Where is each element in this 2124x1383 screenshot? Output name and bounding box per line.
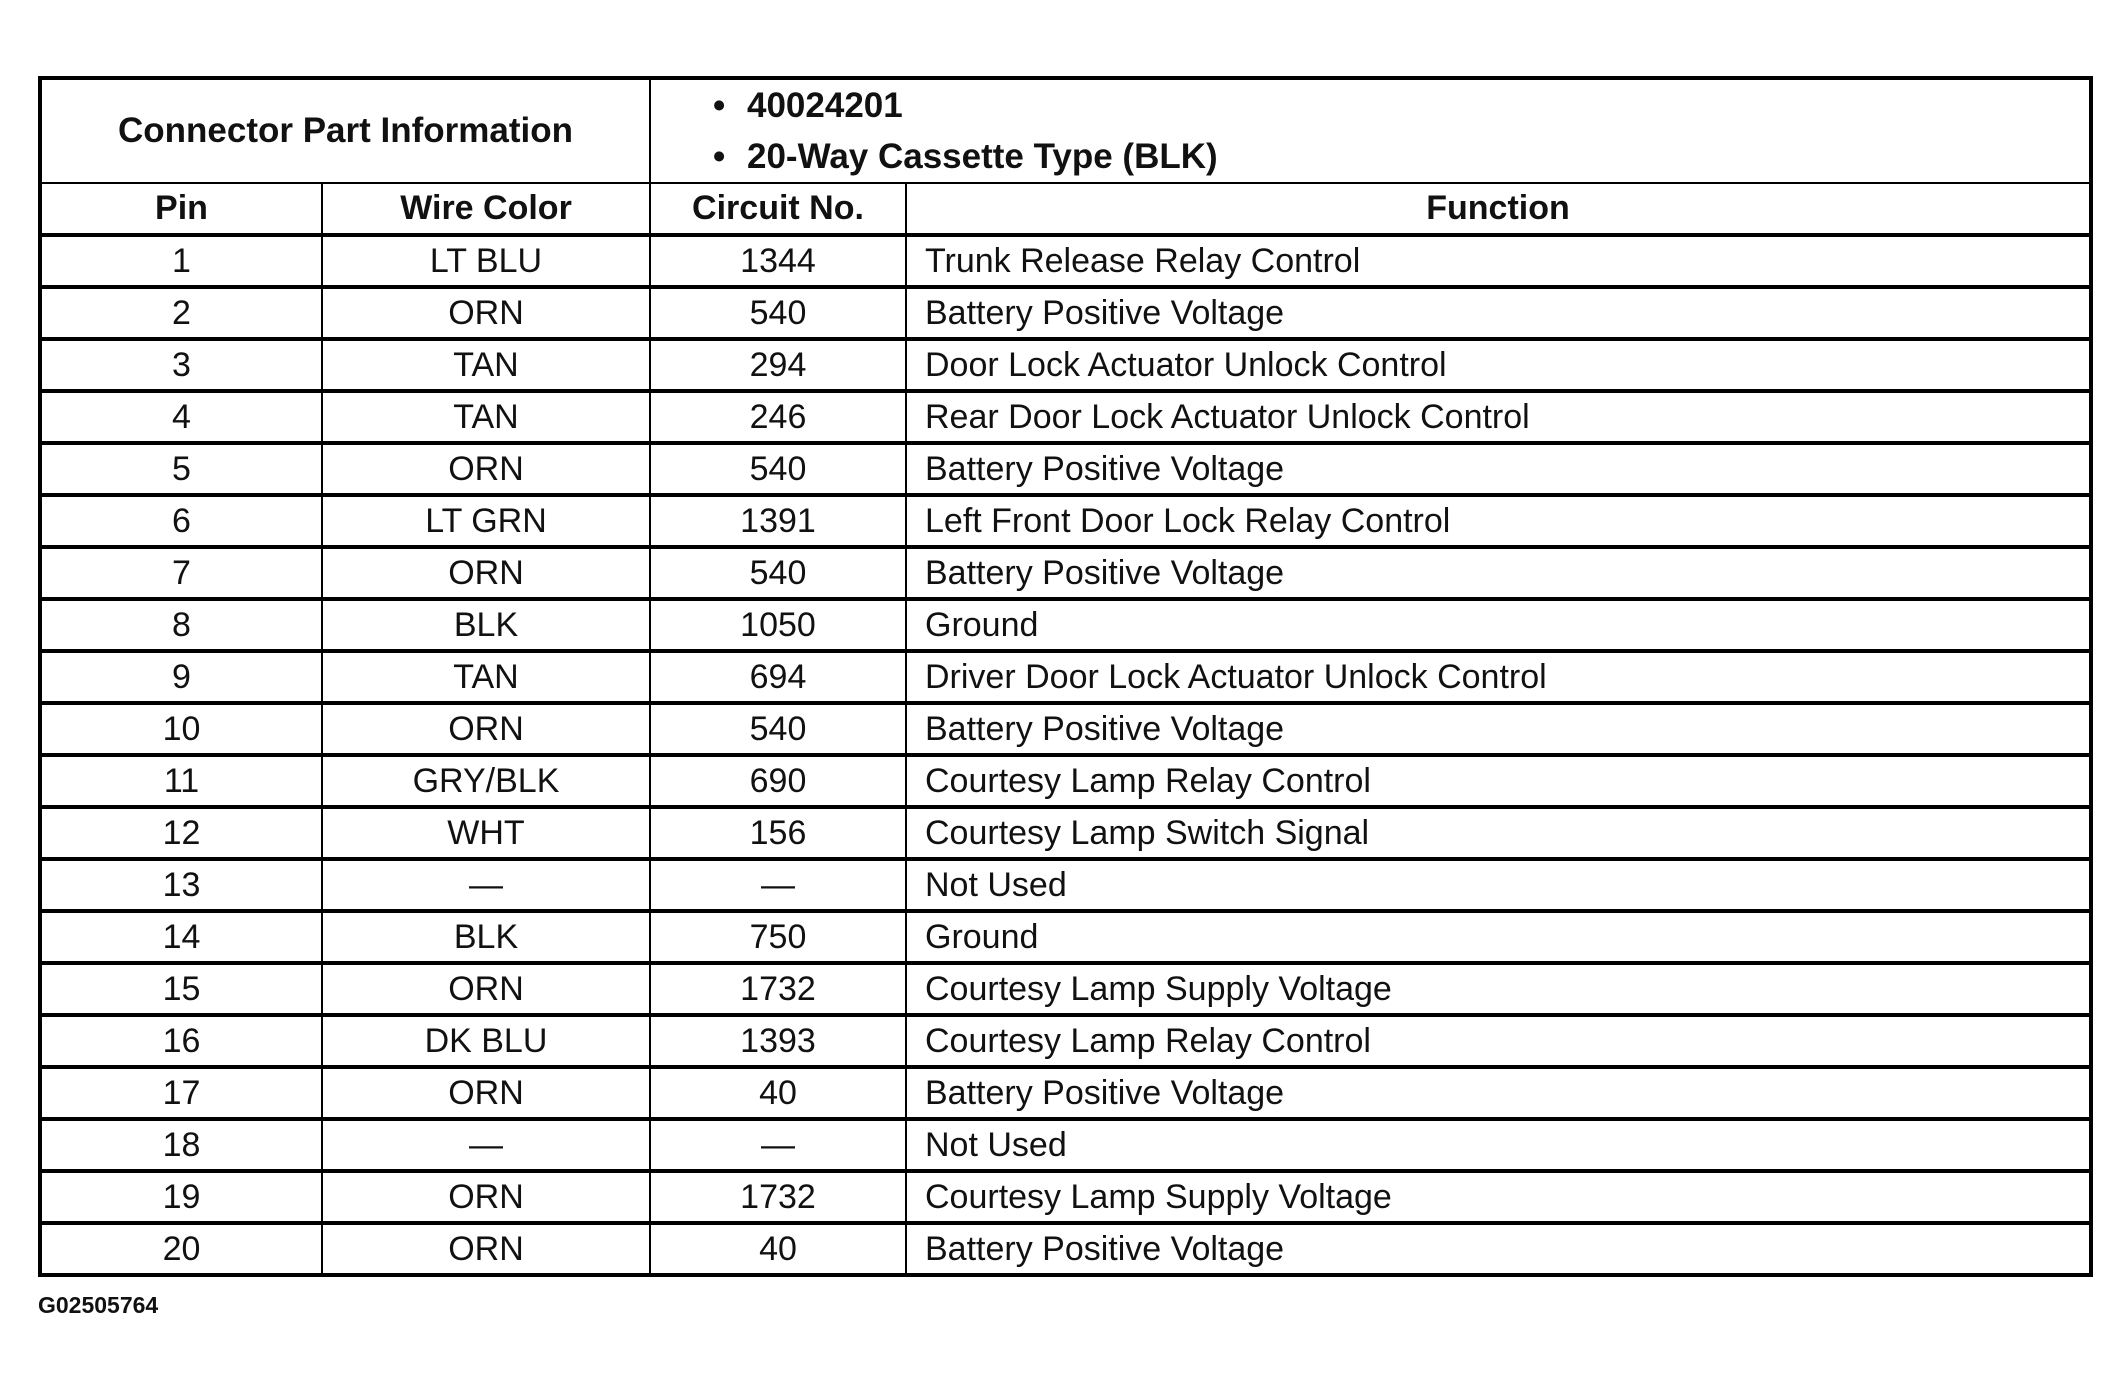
circuit-cell: — bbox=[650, 859, 906, 911]
circuit-cell: 40 bbox=[650, 1067, 906, 1119]
column-header-function: Function bbox=[906, 183, 2091, 235]
wire-color-cell: ORN bbox=[322, 287, 650, 339]
function-cell: Door Lock Actuator Unlock Control bbox=[906, 339, 2091, 391]
pin-cell: 18 bbox=[40, 1119, 322, 1171]
circuit-cell: 540 bbox=[650, 287, 906, 339]
wire-color-cell: LT BLU bbox=[322, 235, 650, 287]
table-row bbox=[40, 1067, 2091, 1119]
table-row bbox=[40, 651, 2091, 703]
wire-color-cell: ORN bbox=[322, 547, 650, 599]
circuit-cell: 156 bbox=[650, 807, 906, 859]
column-header-wire-color: Wire Color bbox=[322, 183, 650, 235]
table-row bbox=[40, 495, 2091, 547]
circuit-cell: 40 bbox=[650, 1223, 906, 1275]
bullet-icon: • bbox=[713, 137, 726, 176]
pin-cell: 11 bbox=[40, 755, 322, 807]
function-cell: Not Used bbox=[906, 859, 2091, 911]
pin-cell: 13 bbox=[40, 859, 322, 911]
figure-id: G02505764 bbox=[38, 1292, 159, 1318]
circuit-cell: 1391 bbox=[650, 495, 906, 547]
circuit-cell: 540 bbox=[650, 547, 906, 599]
pin-cell: 5 bbox=[40, 443, 322, 495]
wire-color-cell: WHT bbox=[322, 807, 650, 859]
table-row bbox=[40, 703, 2091, 755]
wire-color-cell: ORN bbox=[322, 1171, 650, 1223]
wire-color-cell: ORN bbox=[322, 443, 650, 495]
part-number-item bbox=[713, 80, 2089, 131]
part-number: 40024201 bbox=[747, 86, 903, 125]
connector-pinout-table bbox=[38, 76, 2093, 1277]
table-row bbox=[40, 1171, 2091, 1223]
pin-cell: 15 bbox=[40, 963, 322, 1015]
connector-type: 20-Way Cassette Type (BLK) bbox=[747, 137, 1218, 176]
circuit-cell: 294 bbox=[650, 339, 906, 391]
wire-color-cell: TAN bbox=[322, 391, 650, 443]
circuit-cell: 1732 bbox=[650, 1171, 906, 1223]
table-row bbox=[40, 807, 2091, 859]
table-row bbox=[40, 911, 2091, 963]
circuit-cell: 1393 bbox=[650, 1015, 906, 1067]
function-cell: Not Used bbox=[906, 1119, 2091, 1171]
wire-color-cell: TAN bbox=[322, 651, 650, 703]
function-cell: Ground bbox=[906, 599, 2091, 651]
wire-color-cell: ORN bbox=[322, 963, 650, 1015]
function-cell: Battery Positive Voltage bbox=[906, 547, 2091, 599]
pin-cell: 16 bbox=[40, 1015, 322, 1067]
table-row bbox=[40, 547, 2091, 599]
wire-color-cell: ORN bbox=[322, 703, 650, 755]
function-cell: Battery Positive Voltage bbox=[906, 287, 2091, 339]
column-header-pin: Pin bbox=[40, 183, 322, 235]
circuit-cell: 246 bbox=[650, 391, 906, 443]
function-cell: Ground bbox=[906, 911, 2091, 963]
function-cell: Courtesy Lamp Supply Voltage bbox=[906, 1171, 2091, 1223]
function-cell: Left Front Door Lock Relay Control bbox=[906, 495, 2091, 547]
pin-cell: 4 bbox=[40, 391, 322, 443]
connector-part-info-row bbox=[40, 78, 2091, 183]
connector-type-item bbox=[713, 131, 2089, 182]
table-row bbox=[40, 859, 2091, 911]
pin-rows bbox=[40, 235, 2091, 1275]
pin-cell: 6 bbox=[40, 495, 322, 547]
column-header-circuit: Circuit No. bbox=[650, 183, 906, 235]
pin-cell: 3 bbox=[40, 339, 322, 391]
function-cell: Battery Positive Voltage bbox=[906, 1223, 2091, 1275]
wire-color-cell: TAN bbox=[322, 339, 650, 391]
table-row bbox=[40, 1015, 2091, 1067]
circuit-cell: — bbox=[650, 1119, 906, 1171]
pin-cell: 14 bbox=[40, 911, 322, 963]
circuit-cell: 1344 bbox=[650, 235, 906, 287]
table-row bbox=[40, 599, 2091, 651]
circuit-cell: 1050 bbox=[650, 599, 906, 651]
function-cell: Battery Positive Voltage bbox=[906, 1067, 2091, 1119]
circuit-cell: 1732 bbox=[650, 963, 906, 1015]
function-cell: Trunk Release Relay Control bbox=[906, 235, 2091, 287]
circuit-cell: 540 bbox=[650, 443, 906, 495]
function-cell: Courtesy Lamp Supply Voltage bbox=[906, 963, 2091, 1015]
connector-part-info-list bbox=[713, 80, 2089, 182]
wire-color-cell: DK BLU bbox=[322, 1015, 650, 1067]
table-row bbox=[40, 963, 2091, 1015]
pin-cell: 12 bbox=[40, 807, 322, 859]
wire-color-cell: ORN bbox=[322, 1067, 650, 1119]
circuit-cell: 694 bbox=[650, 651, 906, 703]
table-row bbox=[40, 1119, 2091, 1171]
wire-color-cell: ORN bbox=[322, 1223, 650, 1275]
wire-color-cell: LT GRN bbox=[322, 495, 650, 547]
pin-cell: 1 bbox=[40, 235, 322, 287]
function-cell: Courtesy Lamp Relay Control bbox=[906, 755, 2091, 807]
function-cell: Battery Positive Voltage bbox=[906, 703, 2091, 755]
function-cell: Rear Door Lock Actuator Unlock Control bbox=[906, 391, 2091, 443]
column-header-row bbox=[40, 183, 2091, 235]
connector-part-info-values bbox=[650, 78, 2091, 183]
table-row bbox=[40, 443, 2091, 495]
bullet-icon: • bbox=[713, 86, 726, 125]
pin-cell: 10 bbox=[40, 703, 322, 755]
wire-color-cell: — bbox=[322, 859, 650, 911]
circuit-cell: 750 bbox=[650, 911, 906, 963]
function-cell: Courtesy Lamp Relay Control bbox=[906, 1015, 2091, 1067]
table-row bbox=[40, 235, 2091, 287]
wire-color-cell: GRY/BLK bbox=[322, 755, 650, 807]
connector-part-info-label: Connector Part Information bbox=[40, 78, 650, 183]
function-cell: Courtesy Lamp Switch Signal bbox=[906, 807, 2091, 859]
pin-cell: 20 bbox=[40, 1223, 322, 1275]
function-cell: Driver Door Lock Actuator Unlock Control bbox=[906, 651, 2091, 703]
wire-color-cell: BLK bbox=[322, 599, 650, 651]
circuit-cell: 690 bbox=[650, 755, 906, 807]
pin-cell: 8 bbox=[40, 599, 322, 651]
table-row bbox=[40, 391, 2091, 443]
circuit-cell: 540 bbox=[650, 703, 906, 755]
pin-cell: 2 bbox=[40, 287, 322, 339]
table-row bbox=[40, 755, 2091, 807]
wire-color-cell: BLK bbox=[322, 911, 650, 963]
table-row bbox=[40, 339, 2091, 391]
pin-cell: 7 bbox=[40, 547, 322, 599]
pin-cell: 19 bbox=[40, 1171, 322, 1223]
table-row bbox=[40, 287, 2091, 339]
wire-color-cell: — bbox=[322, 1119, 650, 1171]
pin-cell: 9 bbox=[40, 651, 322, 703]
pin-cell: 17 bbox=[40, 1067, 322, 1119]
table-row bbox=[40, 1223, 2091, 1275]
function-cell: Battery Positive Voltage bbox=[906, 443, 2091, 495]
